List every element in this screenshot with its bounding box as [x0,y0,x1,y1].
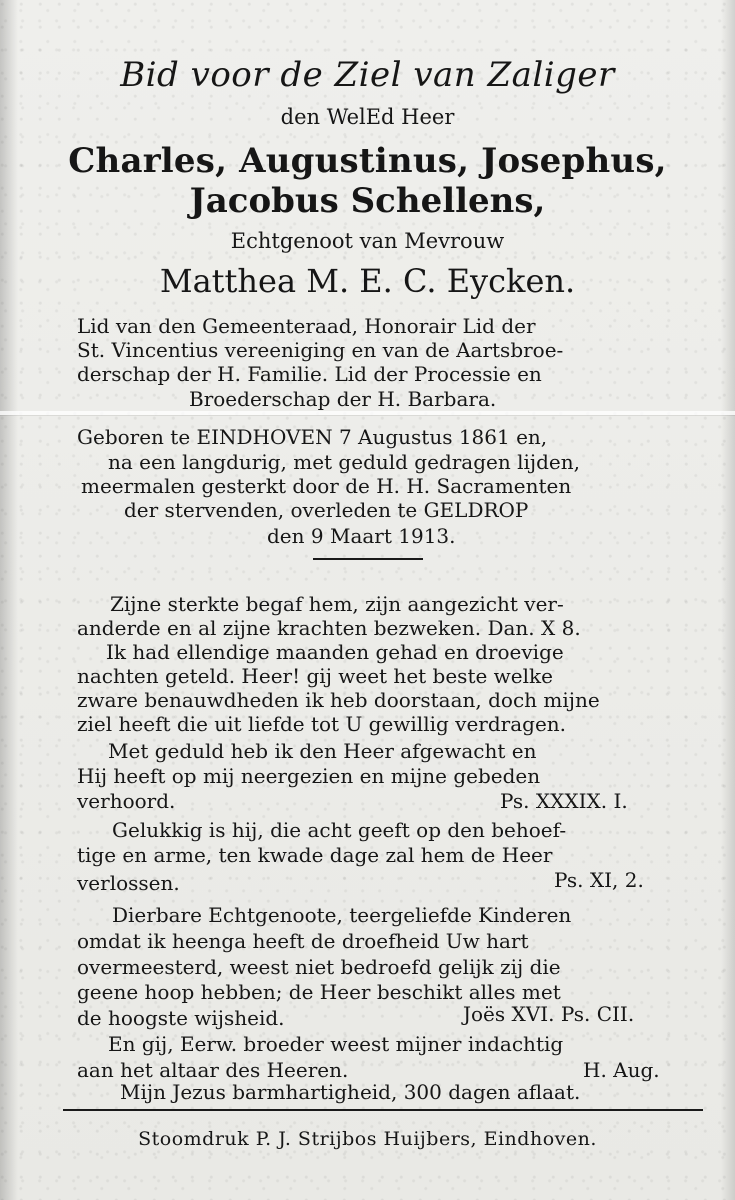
biography-line: derschap der H. Familie. Lid der Processie en [77,362,542,386]
deceased-name-line-2: Jacobus Schellens, [189,181,546,221]
prayer-title: Bid voor de Ziel van Zaliger [120,55,615,95]
birth-death-line: den 9 Maart 1913. [267,524,456,548]
birth-death-line: Geboren te EINDHOVEN 7 Augustus 1861 en, [77,425,548,449]
verse-line: verlossen. [77,871,180,895]
footer-divider [63,1109,703,1111]
verse-line: aan het altaar des Heeren. [77,1058,349,1082]
verse-line: Hij heeft op mij neergezien en mijne gebeden [77,764,541,788]
honorific-line: den WelEd Heer [280,105,455,129]
indulgence-line: Mijn Jezus barmhartigheid, 300 dagen aflaat. [120,1080,581,1104]
deceased-name-line-1: Charles, Augustinus, Josephus, [68,141,667,181]
verse-line: zware benauwdheden ik heb doorstaan, doch mijne [77,688,600,712]
biography-line: St. Vincentius vereeniging en van de Aartsbroe- [77,338,564,362]
birth-death-line: der stervenden, overleden te GELDROP [124,498,529,522]
biography-line: Broederschap der H. Barbara. [189,387,497,411]
verse-line: nachten geteld. Heer! gij weet het beste welke [77,664,553,688]
verse-line: Gelukkig is hij, die acht geeft op den behoef- [112,818,567,842]
verse-line: verhoord. [77,789,176,813]
verse-line: tige en arme, ten kwade dage zal hem de Heer [77,843,553,867]
verse-line: anderde en al zijne krachten bezweken. Dan. X 8. [77,616,581,640]
psalm-reference: Ps. XXXIX. I. [500,789,628,813]
verse-line: omdat ik heenga heeft de droefheid Uw hart [77,929,529,953]
verse-line: overmeesterd, weest niet bedroefd gelijk zij die [77,955,561,979]
birth-death-line: na een langdurig, met geduld gedragen lijden, [108,450,580,474]
verse-line: Dierbare Echtgenoote, teergeliefde Kinderen [112,903,572,927]
paper-fold-line [0,411,735,415]
verse-line: geene hoop hebben; de Heer beschikt alles met [77,980,561,1004]
spouse-name: Matthea M. E. C. Eycken. [159,262,576,300]
scripture-reference: Joës XVI. Ps. CII. [463,1002,635,1026]
birth-death-line: meermalen gesterkt door de H. H. Sacramenten [81,474,572,498]
verse-line: Met geduld heb ik den Heer afgewacht en [108,739,537,763]
verse-line: Ik had ellendige maanden gehad en droevige [106,640,564,664]
verse-line: ziel heeft die uit liefde tot U gewillig verdragen. [77,712,567,736]
biography-line: Lid van den Gemeenteraad, Honorair Lid der [77,314,536,338]
section-divider [313,558,423,560]
psalm-reference: Ps. XI, 2. [554,868,644,892]
verse-line: En gij, Eerw. broeder weest mijner indachtig [108,1032,564,1056]
spouse-label: Echtgenoot van Mevrouw [230,229,505,253]
verse-line: Zijne sterkte begaf hem, zijn aangezicht ver- [110,592,564,616]
author-reference: H. Aug. [583,1058,660,1082]
verse-line: de hoogste wijsheid. [77,1006,285,1030]
printer-credit: Stoomdruk P. J. Strijbos Huijbers, Eindhoven. [138,1128,597,1150]
